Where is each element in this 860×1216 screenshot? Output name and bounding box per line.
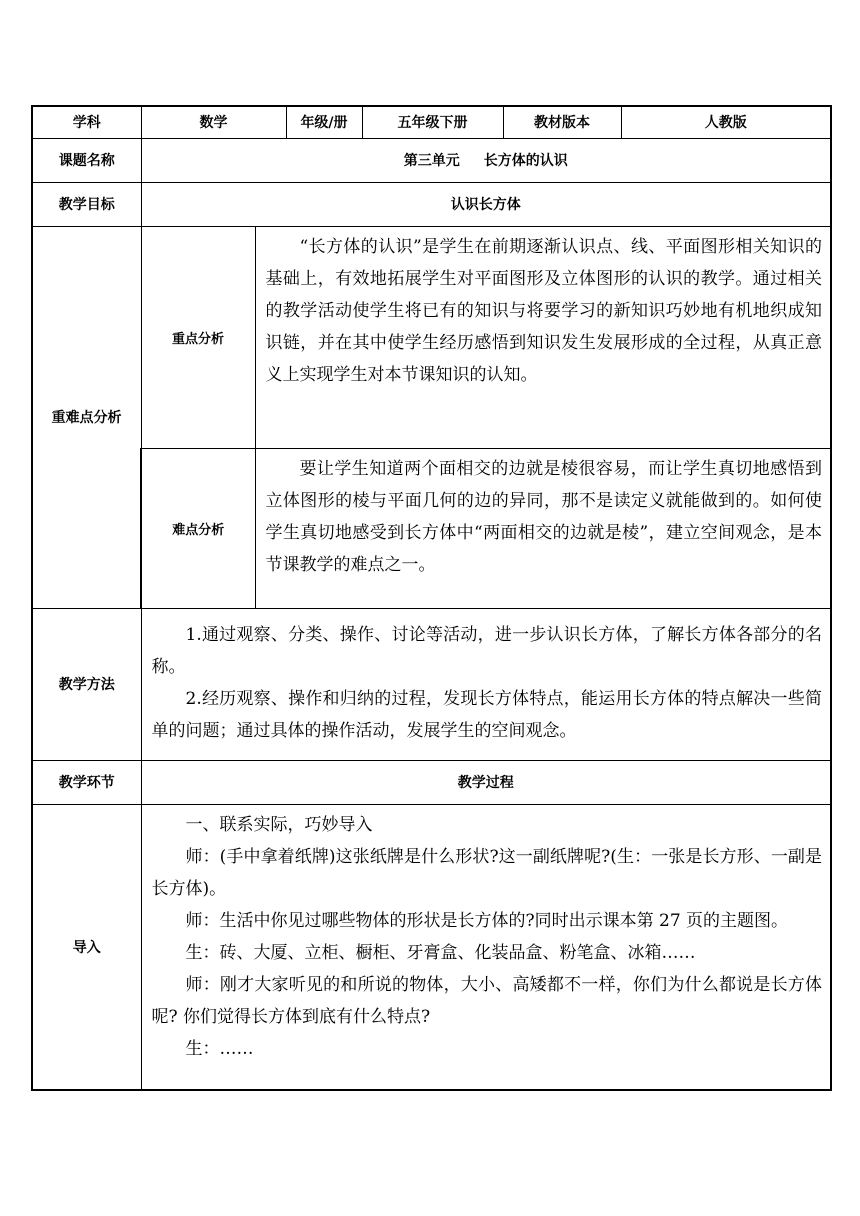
goal-row [32, 182, 831, 226]
grade-label: 年级/册 [286, 106, 362, 138]
difficulty-cell [255, 448, 831, 608]
intro-row [32, 804, 831, 1090]
intro-line-2: 师：(手中拿着纸牌)这张纸牌是什么形状?这一副纸牌呢?(生：一张是长方形、一副是长方体)。 [151, 846, 822, 899]
intro-line-4: 生：砖、大厦、立柜、橱柜、牙膏盒、化装品盒、粉笔盒、冰箱…… [185, 942, 696, 963]
intro-cell [141, 804, 831, 1090]
difficulty-text: 要让学生知道两个面相交的边就是棱很容易，而让学生真切地感悟到立体图形的棱与平面几何的边的异同，那不是读定义就能做到的。如何使学生真切地感受到长方体中“两面相交的边就是棱”，建立空间观念，是本节课教学的难点之一。 [265, 458, 822, 575]
process-header-row [32, 760, 831, 804]
intro-line-6: 生：…… [185, 1038, 254, 1059]
edition-label: 教材版本 [503, 106, 621, 138]
method-item-1: 1.通过观察、分类、操作、讨论等活动，进一步认识长方体，了解长方体各部分的名称。 [151, 625, 822, 677]
unit-name: 第三单元 [403, 153, 460, 169]
intro-line-1: 一、联系实际，巧妙导入 [185, 814, 373, 835]
goal-label: 教学目标 [32, 182, 141, 226]
goal-value: 认识长方体 [141, 182, 831, 226]
subject-value: 数学 [141, 106, 286, 138]
edition-value: 人教版 [621, 106, 831, 138]
method-item-2: 2.经历观察、操作和归纳的过程，发现长方体特点，能运用长方体的特点解决一些简单的问题；通过具体的操作活动，发展学生的空间观念。 [151, 689, 822, 741]
intro-line-5: 师：刚才大家听见的和所说的物体，大小、高矮都不一样，你们为什么都说是长方体呢? 你们觉得长方体到底有什么特点? [151, 974, 822, 1027]
subject-label: 学科 [32, 106, 141, 138]
lesson-title: 长方体的认识 [483, 153, 568, 169]
key-point-label: 重点分析 [141, 226, 255, 448]
key-point-row [32, 226, 831, 448]
lesson-title-row [32, 138, 831, 182]
lesson-title-label: 课题名称 [32, 138, 141, 182]
difficulty-label: 难点分析 [141, 448, 255, 608]
lesson-title-cell [141, 138, 831, 182]
method-row [32, 608, 831, 760]
method-label: 教学方法 [32, 608, 141, 760]
key-point-text: “长方体的认识”是学生在前期逐渐认识点、线、平面图形相关知识的基础上，有效地拓展学生对平面图形及立体图形的认识的教学。通过相关的教学活动使学生将已有的知识与将要学习的新知识巧妙地有机地织成知识链，并在其中使学生经历感悟到知识发生发展形成的全过程，从真正意义上实现学生对本节课知识的认知。 [265, 236, 822, 385]
grade-value: 五年级下册 [362, 106, 503, 138]
key-point-cell [255, 226, 831, 448]
lesson-plan-table [31, 105, 832, 1091]
intro-line-3: 师：生活中你见过哪些物体的形状是长方体的?同时出示课本第 27 页的主题图。 [185, 910, 789, 931]
method-cell [141, 608, 831, 760]
process-label: 教学过程 [141, 760, 831, 804]
intro-label: 导入 [32, 804, 141, 1090]
analysis-label: 重难点分析 [32, 226, 141, 608]
stage-label: 教学环节 [32, 760, 141, 804]
header-row [32, 106, 831, 138]
difficulty-row [32, 448, 831, 608]
